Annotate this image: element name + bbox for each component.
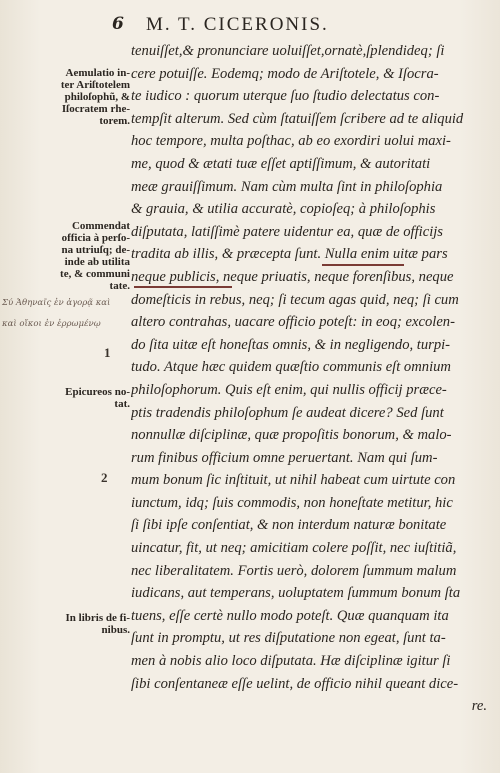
text-line: hoc tempore, multa poſthac, ab eo exordiri uolui maxi- [131, 133, 451, 150]
margin-note-line: tate. [109, 280, 130, 292]
section-numeral-1: 1 [104, 345, 111, 360]
text-line: altero contrahas, uacare officio poteſt: in eoq; excolen- [131, 314, 455, 331]
text-line: diſputata, latiſſimè patere uidentur ea, quæ de officijs [131, 223, 443, 240]
text-line: iunctum, idq; ſuis commodis, non honeſtate metitur, hic [131, 494, 453, 511]
text-line: me, quod & ætati tuæ eſſet aptiſſimum, & autoritati [131, 155, 431, 172]
text-line: uincatur, fit, ut neq; amicitiam colere poſſit, nec iuſtitiã, [131, 540, 457, 557]
margin-note-line: philoſophũ, & [64, 91, 130, 103]
text-line: tempſit alterum. Sed cùm ſtatuiſſem ſcribere ad te aliquid [131, 110, 464, 127]
margin-note-line: tat. [114, 398, 130, 410]
text-line: do ſita uitæ eſt honeſtas omnis, & in negligendo, turpi- [131, 336, 451, 353]
handwritten-greek-note-2: καὶ οἴκοι ἐν ἐρρωμένῳ [2, 319, 101, 329]
margin-note-line: nibus. [101, 624, 130, 636]
text-line: & grauia, & utilia accuratè, copioſeq; à philoſophis [131, 201, 436, 218]
margin-notes [0, 0, 130, 773]
text-line: tuens, eſſe certè nullo modo poteſt. Quæ quanquam ita [131, 607, 449, 624]
text-line: tudo. Atque hæc quidem quæſtio communis eſt omnium [131, 359, 451, 376]
text-line: domeſticis in rebus, neq; ſi tecum agas quid, neq; ſi cum [131, 291, 459, 308]
margin-note-aemulatio [8, 67, 130, 127]
text-line: ſunt in promptu, ut res diſputatione non egeat, ſunt ta- [131, 630, 446, 647]
margin-note-commendat [8, 220, 130, 292]
running-head: M. T. CICERONIS. [146, 14, 329, 35]
text-line: rum finibus officium omne peruertant. Nam qui ſum- [131, 449, 438, 466]
text-line: te iudico : quorum uterque ſuo ſtudio delectatus con- [131, 88, 440, 105]
text-line: tenuiſſet,& pronunciare uoluiſſet,ornatè,ſplendideq; ſi [131, 43, 445, 59]
text-line: meæ grauiſſimum. Nam cùm multa ſint in philoſophia [131, 178, 443, 195]
text-line: nonnullæ diſciplinæ, quæ propoſitis bonorum, & malo- [131, 427, 452, 444]
text-line: re. [471, 698, 487, 715]
text-line: cere potuiſſe. Eodemq; modo de Ariſtotele, & Iſocra- [131, 65, 439, 82]
margin-note-in-libris [8, 612, 130, 636]
text-line: iudicans, aut temperans, uoluptatem ſummum bonum ſta [131, 585, 461, 602]
margin-note-line: Epicureos no- [65, 386, 130, 398]
margin-note-line: officia à perſo- [61, 232, 130, 244]
text-line: ſibi conſentaneæ eſſe uelint, de officio nihil queant dice- [131, 675, 459, 692]
margin-note-line: na utriuſq; de- [61, 244, 130, 256]
main-text-block [131, 40, 487, 718]
margin-note-line: Iſocratem rhe- [61, 103, 130, 115]
text-line: men à nobis alio loco diſputata. Hæ diſciplinæ igitur ſi [131, 653, 451, 670]
text-line: ſi ſibi ipſe conſentiat, & non interdum naturæ bonitate [131, 517, 447, 534]
margin-note-line: torem. [99, 115, 130, 127]
text-line: nec liberalitatem. Fortis uerò, dolorem ſummum malum [131, 562, 457, 579]
text-line: philoſophorum. Quis eſt enim, qui nullis officij præce- [131, 381, 447, 398]
text-line: mum bonum ſic inſtituit, ut nihil habeat cum uirtute con [131, 472, 456, 489]
section-numeral-2: 2 [101, 470, 108, 485]
handwritten-greek-note-1: Σύ Ἀθηναῖς ἐν ἀγορᾷ καὶ [2, 298, 111, 308]
margin-note-line: inde ab utilita [64, 256, 130, 268]
text-line: tradita ab illis, & præcepta ſunt. Nulla enim uitæ pars [131, 246, 448, 263]
margin-note-line: te, & communi [60, 268, 130, 280]
margin-note-line: ter Ariſtotelem [60, 79, 130, 91]
margin-note-line: Aemulatio in- [65, 67, 130, 79]
text-line: ptis tradendis philoſophum ſe audeat dicere? Sed ſunt [131, 404, 444, 421]
page-number: 6 [112, 14, 124, 34]
handwritten-underline [134, 286, 232, 288]
margin-note-epicureos [8, 386, 130, 410]
margin-note-line: In libris de fi- [65, 612, 130, 624]
margin-note-line: Commendat [71, 220, 130, 232]
handwritten-underline [322, 264, 404, 266]
text-line: neque publicis, neque priuatis, neque forenſibus, neque [131, 268, 454, 285]
